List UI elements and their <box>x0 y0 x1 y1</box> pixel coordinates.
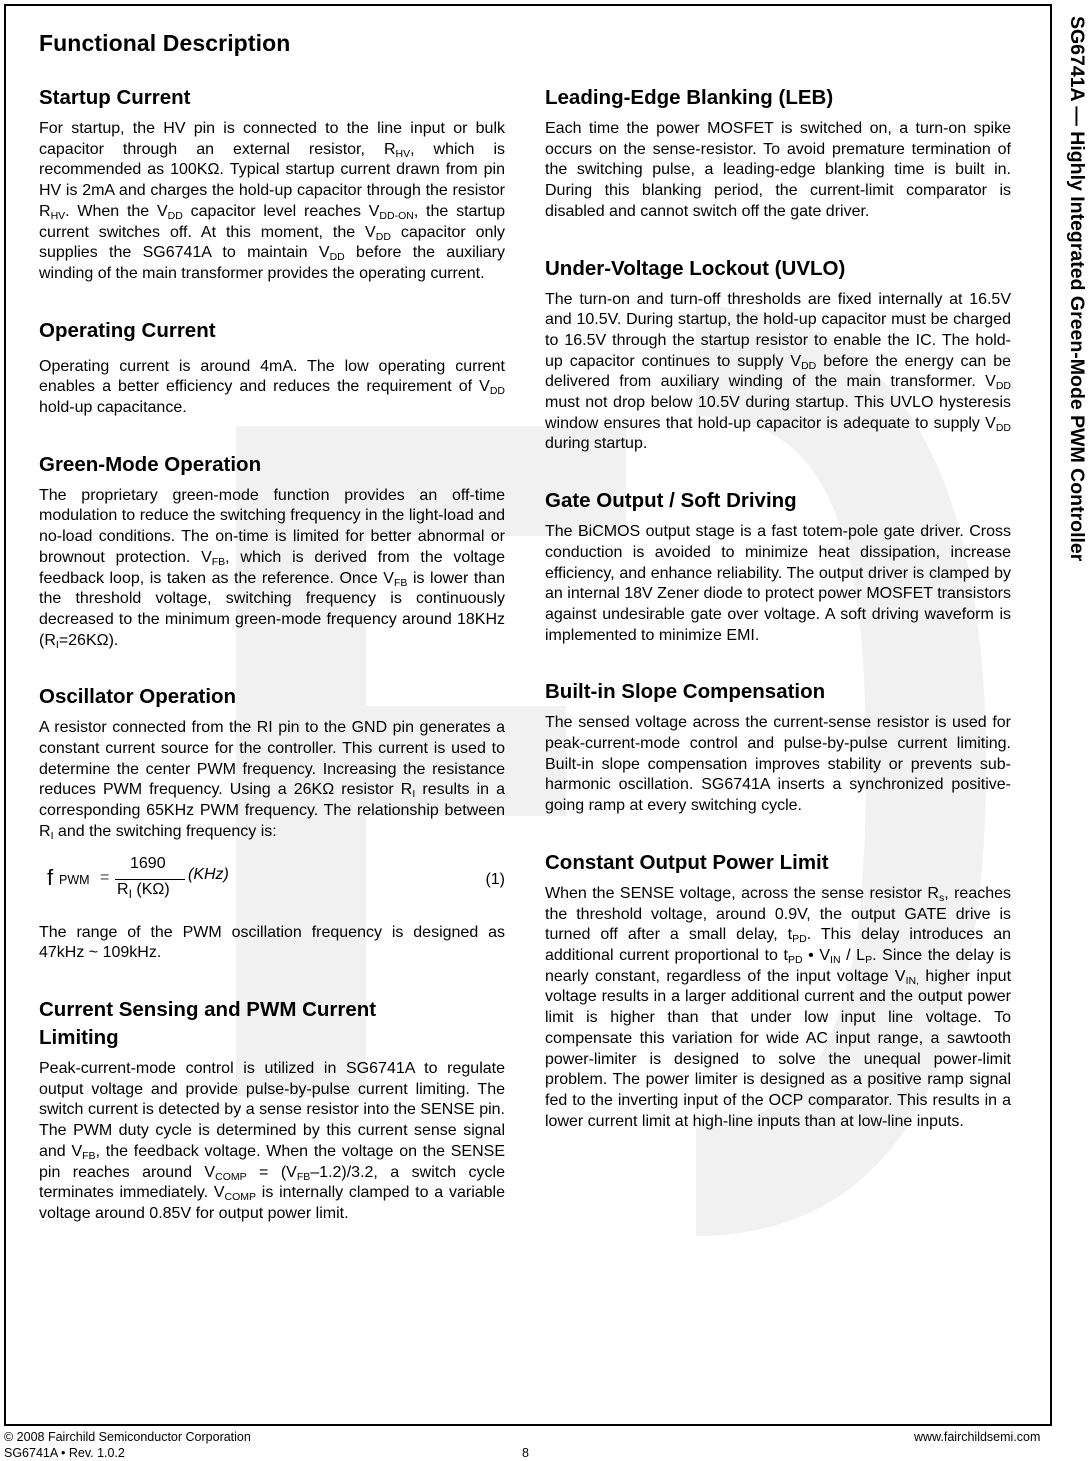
equation-denominator: $R_I$ (KΩ) <box>117 880 170 901</box>
section-paragraph: The proprietary green-mode function provides an off-time modulation to reduce the switching frequency in the light-load and no-load conditions. The on-time is limited for better abnormal or brownout protection. $V_{FB}$, which is derived from the voltage feedback loop, is taken as the reference. Once $V_{FB}$ is lower than the threshold voltage, switching frequency is continuously decreased to the minimum green-mode frequency around 18KHz $(R_I=26K\Omega)$. <box>39 486 506 651</box>
right-column <box>545 84 1011 1159</box>
section-current-sensing <box>39 996 505 1225</box>
equation-f: f <box>47 864 54 890</box>
section-heading: Built-in Slope Compensation <box>545 680 826 704</box>
section-paragraph: For startup, the HV pin is connected to the line input or bulk capacitor through an external resistor, $R_{HV}$, which is recommended as 100KΩ. Typical startup current drawn from pin HV is 2mA and charges the hold-up capacitor through the resistor $R_{HV}$. When the $V_{DD}$ capacitor level reaches $V_{DD-ON}$, the startup current switches off. At this moment, the $V_{DD}$ capacitor only supplies the SG6741A to maintain $V_{DD}$ before the auxiliary winding of the main transformer provides the operating current. <box>39 120 506 282</box>
section-output-power-limit <box>545 849 1011 1132</box>
equation-numerator: 1690 <box>130 854 166 872</box>
pwm-frequency-equation <box>39 854 505 915</box>
section-paragraph: The BiCMOS output stage is a fast totem-pole gate driver. Cross conduction is avoided to minimize heat dissipation, increase efficiency, and enhance reliability. The output driver is clamped by an internal 18V Zener diode to protect power MOSFET transistors against undesirable gate over voltage. A soft driving waveform is implemented to minimize EMI. <box>545 523 1011 644</box>
section-paragraph: Operating current is around 4mA. The low operating current enables a better efficiency and reduces the requirement of $V_{DD}$ hold-up capacitance. <box>39 357 505 417</box>
section-paragraph: A resistor connected from the RI pin to the GND pin generates a constant current source for the controller. This current is used to determine the center PWM frequency. Increasing the resistance reduces PWM frequency. Using a 26KΩ resistor $R_I$ results in a corresponding 65KHz PWM frequency. The relationship between $R_I$ and the switching frequency is: <box>39 719 506 842</box>
page-title: Functional Description <box>39 30 291 56</box>
section-startup-current <box>39 84 505 285</box>
equation-number: (1) <box>485 870 505 888</box>
section-paragraph: When the SENSE voltage, across the sense resistor $R_s$, reaches the threshold voltage, around 0.9V, the output GATE drive is turned off after a small delay, $t_{PD}$. This delay introduces an additional current proportional to $t_{PD}$ • $V_{IN} / L_P$. Since the delay is nearly constant, regardless of the input voltage $V_{IN,}$ higher input voltage results in a larger additional current and the output power limit is higher than that under low input line voltage. To compensate this variation for wide AC input range, a sawtooth power-limiter is designed to solve the unequal power-limit problem. The power limiter is designed as a positive ramp signal fed to the inverting input of the OCP comparator. This results in a lower current limit at high-line inputs than at low-line inputs. <box>545 884 1012 1130</box>
side-title <box>1066 16 1086 716</box>
section-heading: Green-Mode Operation <box>39 452 262 476</box>
section-heading: Leading-Edge Blanking (LEB) <box>545 86 834 109</box>
footer-url[interactable]: www.fairchildsemi.com <box>914 1430 1041 1444</box>
section-uvlo <box>545 255 1011 456</box>
section-green-mode <box>39 451 505 652</box>
page-frame <box>4 4 1052 1426</box>
section-heading: Oscillator Operation <box>39 685 237 709</box>
section-heading: Gate Output / Soft Driving <box>545 489 797 513</box>
section-paragraph: The sensed voltage across the current-sense resistor is used for peak-current-mode control and pulse-by-pulse current limiting. Built-in slope compensation improves stability or prevents sub-harmonic oscillation. SG6741A inserts a synchronized positive-going ramp at every switching cycle. <box>545 714 1011 815</box>
section-operating-current <box>39 317 505 419</box>
section-heading: Current Sensing and PWM Current Limiting <box>39 997 377 1049</box>
footer-doc-rev: SG6741A • Rev. 1.0.2 <box>4 1446 125 1460</box>
section-paragraph: Each time the power MOSFET is switched on, a turn-on spike occurs on the sense-resistor. To avoid premature termination of the switching pulse, a leading-edge blanking time is built in. During this blanking period, the current-limit comparator is disabled and cannot switch off the gate driver. <box>545 120 1011 220</box>
equation-subscript: PWM <box>59 872 90 887</box>
section-heading: Under-Voltage Lockout (UVLO) <box>545 256 846 280</box>
left-column <box>39 84 505 1252</box>
equation-equals: = <box>100 868 110 886</box>
fraction-bar <box>115 879 185 880</box>
section-oscillator <box>39 683 505 964</box>
equation-unit: (KHz) <box>188 865 229 883</box>
section-leb <box>545 84 1011 223</box>
footer-copyright: © 2008 Fairchild Semiconductor Corporation <box>4 1430 251 1444</box>
section-heading: Operating Current <box>39 318 216 342</box>
section-paragraph: The range of the PWM oscillation frequency is designed as 47kHz ~ 109kHz. <box>39 923 505 962</box>
section-heading: Constant Output Power Limit <box>545 850 829 874</box>
side-title-text: SG6741A — Highly Integrated Green-Mode PWM Controller <box>1066 16 1088 562</box>
section-slope-compensation <box>545 678 1011 817</box>
footer-page-number: 8 <box>522 1446 529 1460</box>
section-paragraph: The turn-on and turn-off thresholds are fixed internally at 16.5V and 10.5V. During startup, the hold-up capacitor must be charged to 16.5V through the startup resistor to enable the IC. The hold-up capacitor continues to supply $V_{DD}$ before the energy can be delivered from auxiliary winding of the main transformer. $V_{DD}$ must not drop below 10.5V during startup. This UVLO hysteresis window ensures that hold-up capacitor is adequate to supply $V_{DD}$ during startup. <box>545 290 1011 453</box>
section-heading: Startup Current <box>39 86 191 109</box>
section-paragraph: Peak-current-mode control is utilized in SG6741A to regulate output voltage and provide pulse-by-pulse current limiting. The switch current is detected by a sense resistor into the SENSE pin. The PWM duty cycle is determined by this current sense signal and $V_{FB}$, the feedback voltage. When the voltage on the SENSE pin reaches around $V_{COMP} = (V_{FB}-1.2)/3.2$, a switch cycle terminates immediately. $V_{COMP}$ is internally clamped to a variable voltage around 0.85V for output power limit. <box>39 1059 506 1222</box>
section-gate-output <box>545 487 1011 646</box>
